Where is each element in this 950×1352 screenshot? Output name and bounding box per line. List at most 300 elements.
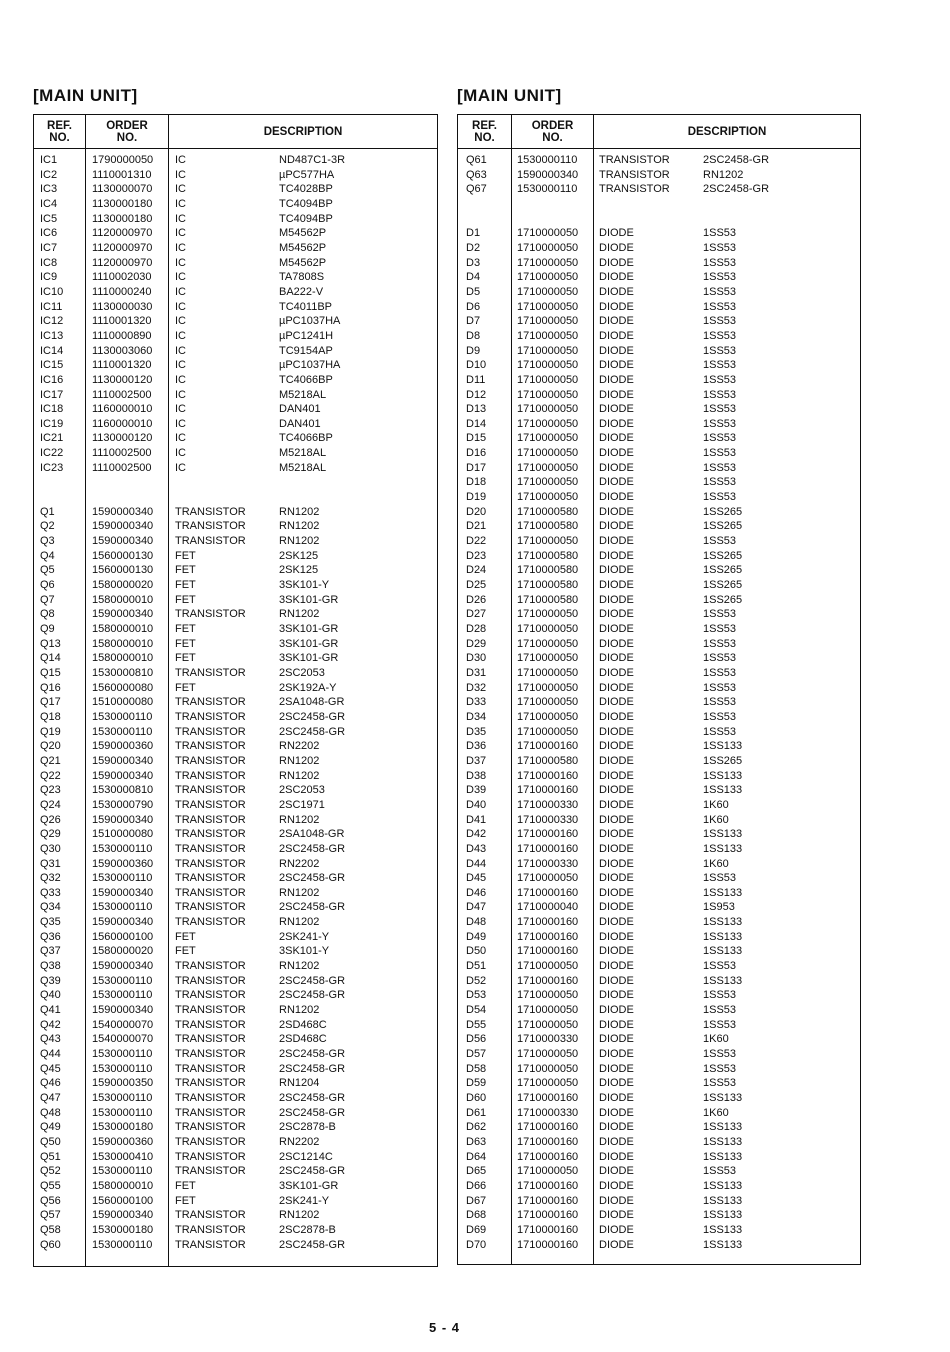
part-number-cell: 1SS53 — [703, 300, 737, 313]
part-type-cell: TRANSISTOR — [175, 710, 246, 723]
part-number-cell: 2SC2458-GR — [279, 1092, 346, 1104]
table-row — [34, 358, 437, 373]
table-row — [34, 168, 437, 183]
part-number-cell: 1SS53 — [703, 241, 737, 254]
table-row — [34, 578, 437, 593]
part-type-cell: DIODE — [599, 710, 634, 723]
part-number-cell: 1K60 — [703, 1033, 729, 1046]
table-row — [458, 915, 860, 930]
order-no-cell: 1530000110 — [92, 1165, 153, 1178]
table-row — [458, 417, 860, 432]
ref-no-cell: IC19 — [40, 417, 64, 430]
part-type-cell: DIODE — [599, 974, 634, 987]
order-no-cell: 1590000340 — [92, 886, 154, 899]
part-type-cell: TRANSISTOR — [175, 1135, 246, 1148]
part-type-cell: TRANSISTOR — [175, 1223, 246, 1236]
part-number-cell: 1SS53 — [703, 359, 737, 372]
order-no-cell: 1580000010 — [92, 637, 154, 650]
ref-no-cell: D60 — [466, 1092, 487, 1104]
order-no-cell: 1120000970 — [92, 227, 153, 240]
table-row — [458, 431, 860, 446]
order-no-cell: 1540000070 — [92, 1018, 154, 1031]
order-no-cell: 1710000050 — [517, 476, 579, 489]
table-row — [34, 270, 437, 285]
table-row — [458, 285, 860, 300]
order-no-cell: 1560000100 — [92, 930, 154, 943]
part-type-cell: IC — [175, 315, 186, 328]
table-row — [458, 813, 860, 828]
order-no-cell: 1710000050 — [517, 872, 579, 885]
part-type-cell: TRANSISTOR — [175, 1018, 246, 1031]
ref-no-cell: D25 — [466, 579, 487, 592]
order-no-cell: 1710000050 — [517, 1018, 579, 1031]
order-no-cell: 1510000080 — [92, 696, 154, 709]
ref-no-cell: Q2 — [40, 520, 55, 533]
order-no-cell: 1710000050 — [517, 652, 579, 665]
part-number-cell: 2SK241-Y — [279, 1194, 330, 1207]
order-no-cell: 1710000160 — [517, 930, 579, 943]
ref-no-cell: Q33 — [40, 886, 61, 899]
part-type-cell: TRANSISTOR — [175, 1165, 246, 1178]
ref-no-cell: Q4 — [40, 549, 55, 562]
part-type-cell: TRANSISTOR — [175, 1209, 246, 1222]
order-no-cell: 1580000020 — [92, 945, 154, 958]
part-type-cell: DIODE — [599, 725, 634, 738]
order-no-cell: 1710000050 — [517, 1165, 579, 1178]
table-row — [458, 475, 860, 490]
ref-no-cell: Q13 — [40, 637, 61, 650]
part-number-cell: 1SS133 — [703, 1135, 743, 1148]
order-no-cell: 1710000160 — [517, 886, 579, 899]
part-number-cell: 1SS53 — [703, 666, 737, 679]
ref-no-cell: D14 — [466, 417, 487, 430]
part-type-cell: IC — [175, 271, 186, 284]
ref-no-cell: D13 — [466, 403, 487, 416]
table-row — [34, 388, 437, 403]
part-type-cell: DIODE — [599, 388, 634, 401]
part-type-cell: DIODE — [599, 417, 634, 430]
part-type-cell: DIODE — [599, 1150, 634, 1163]
ref-no-cell: Q16 — [40, 681, 61, 694]
part-number-cell: 3SK101-GR — [279, 637, 339, 650]
part-type-cell: DIODE — [599, 491, 634, 504]
part-number-cell: 1SS265 — [703, 564, 743, 577]
ref-no-cell: Q49 — [40, 1121, 61, 1134]
table-row — [458, 241, 860, 256]
ref-no-cell: Q51 — [40, 1150, 61, 1163]
ref-no-cell: IC4 — [40, 197, 58, 210]
ref-no-cell: D35 — [466, 725, 487, 738]
part-number-cell: RN1202 — [279, 960, 320, 973]
part-number-cell: µPC1037HA — [279, 359, 341, 372]
ref-no-cell: Q58 — [40, 1223, 61, 1236]
part-type-cell: TRANSISTOR — [175, 725, 246, 738]
ref-no-cell: IC13 — [40, 329, 64, 342]
table-row — [458, 681, 860, 696]
ref-no-cell: D21 — [466, 520, 487, 533]
table-row — [458, 1135, 860, 1150]
part-number-cell: 1SS53 — [703, 461, 737, 474]
order-no-cell: 1130000120 — [92, 432, 153, 445]
table-row — [458, 783, 860, 798]
order-no-cell: 1580000010 — [92, 623, 154, 635]
part-number-cell: µPC577HA — [279, 168, 335, 181]
part-type-cell: IC — [175, 154, 186, 166]
table-row — [34, 212, 437, 227]
ref-no-cell: Q21 — [40, 754, 61, 767]
ref-no-cell: Q40 — [40, 989, 61, 1002]
ref-no-cell: D58 — [466, 1062, 487, 1075]
part-number-cell: 2SC2053 — [279, 784, 325, 797]
ref-no-cell: D44 — [466, 857, 487, 870]
part-number-cell: 1SS53 — [703, 637, 737, 650]
order-no-cell: 1590000340 — [92, 813, 154, 826]
order-no-cell: 1710000160 — [517, 828, 579, 841]
part-type-cell: TRANSISTOR — [175, 886, 246, 899]
table-row — [458, 505, 860, 520]
part-number-cell: RN1202 — [279, 505, 320, 518]
part-number-cell: 1SS53 — [703, 725, 737, 738]
order-no-cell: 1110002030 — [92, 271, 152, 284]
table-row — [458, 168, 860, 183]
table-row — [458, 725, 860, 740]
page-number: 5 - 4 — [429, 1320, 461, 1335]
ref-no-cell: D4 — [466, 271, 481, 284]
ref-no-cell: D5 — [466, 285, 481, 298]
order-no-cell: 1530000790 — [92, 798, 154, 811]
table-row — [458, 695, 860, 710]
part-type-cell: DIODE — [599, 403, 634, 416]
table-row — [458, 519, 860, 534]
ref-no-cell: Q24 — [40, 798, 61, 811]
order-no-cell: 1530000110 — [92, 901, 153, 914]
part-number-cell: 1SS133 — [703, 974, 743, 987]
part-number-cell: 1SS53 — [703, 329, 737, 342]
ref-no-cell: Q6 — [40, 579, 55, 592]
part-type-cell: TRANSISTOR — [175, 960, 246, 973]
table-row — [458, 1164, 860, 1179]
table-row — [458, 930, 860, 945]
ref-no-cell: Q26 — [40, 813, 61, 826]
table-row — [34, 725, 437, 740]
order-no-cell: 1590000340 — [92, 535, 154, 548]
ref-no-cell: Q56 — [40, 1194, 61, 1207]
part-number-cell: 2SC2458-GR — [279, 1165, 346, 1178]
order-no-cell: 1710000050 — [517, 989, 579, 1002]
order-no-cell: 1710000050 — [517, 1048, 579, 1061]
part-number-cell: 1SS53 — [703, 417, 737, 430]
part-type-cell: DIODE — [599, 359, 634, 372]
table-row — [458, 622, 860, 637]
ref-no-cell: D3 — [466, 256, 481, 269]
ref-no-cell: D64 — [466, 1150, 487, 1163]
part-type-cell: FET — [175, 1194, 196, 1207]
part-number-cell: TC4011BP — [279, 300, 332, 313]
part-type-cell: TRANSISTOR — [175, 769, 246, 782]
ref-no-cell: D56 — [466, 1033, 487, 1046]
part-type-cell: DIODE — [599, 608, 634, 621]
part-number-cell: 1SS53 — [703, 652, 737, 665]
part-type-cell: TRANSISTOR — [175, 1062, 246, 1075]
part-number-cell: RN1204 — [279, 1077, 320, 1090]
part-number-cell: 1SS53 — [703, 271, 737, 284]
ref-no-cell: Q50 — [40, 1135, 61, 1148]
order-no-cell: 1710000050 — [517, 241, 579, 254]
table-row — [34, 900, 437, 915]
order-no-cell: 1710000160 — [517, 1209, 579, 1222]
ref-no-cell: Q19 — [40, 725, 61, 738]
part-number-cell: 2SC2878-B — [279, 1121, 336, 1134]
part-type-cell: TRANSISTOR — [175, 857, 246, 870]
ref-no-cell: D50 — [466, 945, 487, 958]
part-type-cell: FET — [175, 652, 196, 665]
order-no-cell: 1710000050 — [517, 285, 579, 298]
ref-no-cell: D65 — [466, 1165, 487, 1178]
part-number-cell: 1SS53 — [703, 432, 737, 445]
ref-no-cell: D2 — [466, 241, 481, 254]
part-number-cell: 1SS133 — [703, 945, 743, 958]
table-row — [458, 754, 860, 769]
table-row — [34, 505, 437, 520]
table-row — [458, 256, 860, 271]
part-type-cell: DIODE — [599, 916, 634, 929]
part-number-cell: 1SS133 — [703, 1150, 743, 1163]
ref-no-cell: D12 — [466, 388, 487, 401]
part-type-cell: IC — [175, 285, 186, 298]
ref-no-cell: D48 — [466, 916, 487, 929]
table-row — [34, 813, 437, 828]
ref-no-cell: D30 — [466, 652, 487, 665]
table-row — [458, 1076, 860, 1091]
ref-no-cell: IC22 — [40, 447, 64, 460]
ref-no-cell: D36 — [466, 740, 487, 753]
table-row — [34, 1208, 437, 1223]
part-number-cell: 1K60 — [703, 813, 729, 826]
order-no-cell: 1580000010 — [92, 652, 154, 665]
part-type-cell: TRANSISTOR — [175, 842, 246, 855]
part-type-cell: TRANSISTOR — [175, 520, 246, 533]
ref-no-cell: D31 — [466, 666, 487, 679]
part-type-cell: TRANSISTOR — [175, 696, 246, 709]
table-row — [458, 197, 860, 212]
part-number-cell: 1SS53 — [703, 608, 737, 621]
order-no-cell: 1110002500 — [92, 461, 152, 474]
part-number-cell: RN1202 — [279, 754, 320, 767]
order-no-cell: 1590000360 — [92, 857, 154, 870]
table-row — [458, 1047, 860, 1062]
part-type-cell: TRANSISTOR — [175, 872, 246, 885]
order-no-cell: 1710000050 — [517, 432, 579, 445]
part-number-cell: 2SC2458-GR — [279, 725, 346, 738]
part-type-cell: DIODE — [599, 754, 634, 767]
part-number-cell: M54562P — [279, 227, 327, 240]
order-no-cell: 1710000580 — [517, 564, 579, 577]
table-row — [34, 666, 437, 681]
order-no-cell: 1710000050 — [517, 491, 579, 504]
part-type-cell: DIODE — [599, 505, 634, 518]
part-type-cell: TRANSISTOR — [175, 1033, 246, 1046]
ref-no-cell: Q22 — [40, 769, 61, 782]
order-no-cell: 1710000050 — [517, 666, 579, 679]
table-row — [458, 710, 860, 725]
part-type-cell: TRANSISTOR — [599, 154, 670, 166]
table-row — [34, 988, 437, 1003]
ref-no-cell: Q15 — [40, 666, 61, 679]
part-type-cell: TRANSISTOR — [175, 535, 246, 548]
ref-no-cell: Q57 — [40, 1209, 61, 1222]
ref-no-cell: Q18 — [40, 710, 61, 723]
part-type-cell: DIODE — [599, 1223, 634, 1236]
part-number-cell: 1SS53 — [703, 388, 737, 401]
ref-no-cell: IC5 — [40, 212, 58, 225]
ref-no-cell: Q1 — [40, 505, 55, 518]
part-number-cell: M5218AL — [279, 461, 327, 474]
order-no-cell: 1130000180 — [92, 197, 153, 210]
part-number-cell: 1SS133 — [703, 828, 743, 841]
table-row — [34, 344, 437, 359]
ref-no-cell: D24 — [466, 564, 487, 577]
part-type-cell: DIODE — [599, 623, 634, 635]
ref-no-cell: Q37 — [40, 945, 61, 958]
order-no-cell: 1530000110 — [92, 1092, 153, 1104]
ref-no-cell: D39 — [466, 784, 487, 797]
header-ref-line2: NO. — [474, 131, 495, 144]
part-number-cell: 1SS133 — [703, 842, 743, 855]
table-row — [458, 842, 860, 857]
part-type-cell: FET — [175, 564, 196, 577]
part-type-cell: TRANSISTOR — [175, 1077, 246, 1090]
order-no-cell: 1710000580 — [517, 579, 579, 592]
part-number-cell: 3SK101-GR — [279, 593, 339, 606]
part-number-cell: 1SS133 — [703, 1179, 743, 1192]
part-type-cell: DIODE — [599, 271, 634, 284]
part-number-cell: 2SA1048-GR — [279, 696, 345, 709]
ref-no-cell: D52 — [466, 974, 487, 987]
part-number-cell: RN1202 — [279, 520, 320, 533]
table-row — [34, 461, 437, 476]
ref-no-cell: Q20 — [40, 740, 61, 753]
part-number-cell: 1SS265 — [703, 579, 743, 592]
ref-no-cell: IC18 — [40, 403, 64, 416]
order-no-cell: 1710000040 — [517, 901, 579, 914]
table-row — [34, 886, 437, 901]
part-number-cell: 1K60 — [703, 857, 729, 870]
table-row — [458, 329, 860, 344]
part-type-cell: TRANSISTOR — [175, 1092, 246, 1104]
ref-no-cell: D7 — [466, 315, 481, 328]
part-number-cell: 1SS133 — [703, 1092, 743, 1104]
part-number-cell: 1SS53 — [703, 989, 737, 1002]
part-type-cell: IC — [175, 373, 186, 386]
part-type-cell: FET — [175, 1179, 196, 1192]
order-no-cell: 1110001320 — [92, 315, 152, 328]
order-no-cell: 1110002500 — [92, 388, 152, 401]
part-type-cell: FET — [175, 549, 196, 562]
part-type-cell: DIODE — [599, 549, 634, 562]
order-no-cell: 1130003060 — [92, 344, 153, 357]
ref-no-cell: D20 — [466, 505, 487, 518]
part-number-cell: 1SS53 — [703, 1077, 737, 1090]
ref-no-cell: Q35 — [40, 916, 61, 929]
order-no-cell: 1710000160 — [517, 1223, 579, 1236]
table-row — [458, 798, 860, 813]
part-number-cell: 2SD468C — [279, 1033, 327, 1046]
ref-no-cell: Q32 — [40, 872, 61, 885]
ref-no-cell: D18 — [466, 476, 487, 489]
ref-no-cell: IC14 — [40, 344, 64, 357]
ref-no-cell: D62 — [466, 1121, 487, 1134]
order-no-cell: 1710000160 — [517, 916, 579, 929]
part-number-cell: TC4028BP — [279, 183, 333, 196]
table-row — [34, 1135, 437, 1150]
part-number-cell: 1SS53 — [703, 447, 737, 460]
table-row — [34, 1003, 437, 1018]
part-number-cell: M5218AL — [279, 388, 327, 401]
ref-no-cell: D33 — [466, 696, 487, 709]
table-row — [458, 739, 860, 754]
part-number-cell: 1SS133 — [703, 1238, 743, 1251]
order-no-cell: 1710000050 — [517, 710, 579, 723]
part-number-cell: DAN401 — [279, 403, 321, 416]
table-row — [458, 153, 860, 168]
table-row — [458, 1032, 860, 1047]
order-no-cell: 1530000110 — [517, 183, 578, 196]
part-type-cell: FET — [175, 593, 196, 606]
part-number-cell: RN1202 — [279, 886, 320, 899]
part-type-cell: TRANSISTOR — [175, 828, 246, 841]
ref-no-cell: IC9 — [40, 271, 58, 284]
part-type-cell: TRANSISTOR — [175, 901, 246, 914]
table-row — [458, 944, 860, 959]
part-number-cell: RN2202 — [279, 740, 320, 753]
ref-no-cell: Q43 — [40, 1033, 61, 1046]
left-parts-table — [33, 114, 438, 1267]
part-type-cell: DIODE — [599, 1092, 634, 1104]
part-type-cell: DIODE — [599, 1209, 634, 1222]
part-type-cell: TRANSISTOR — [175, 1048, 246, 1061]
order-no-cell: 1710000050 — [517, 256, 579, 269]
part-number-cell: 1SS133 — [703, 886, 743, 899]
part-number-cell: 2SK192A-Y — [279, 681, 337, 694]
part-number-cell: 1SS53 — [703, 344, 737, 357]
part-type-cell: TRANSISTOR — [175, 1121, 246, 1134]
order-no-cell: 1590000360 — [92, 740, 154, 753]
order-no-cell: 1590000340 — [92, 769, 154, 782]
table-row — [34, 1018, 437, 1033]
order-no-cell: 1530000410 — [92, 1150, 154, 1163]
order-no-cell: 1710000330 — [517, 1033, 579, 1046]
part-type-cell: DIODE — [599, 241, 634, 254]
order-no-cell: 1530000810 — [92, 666, 154, 679]
ref-no-cell: D59 — [466, 1077, 487, 1090]
part-number-cell: 1SS53 — [703, 476, 737, 489]
part-type-cell: TRANSISTOR — [175, 798, 246, 811]
table-row — [458, 988, 860, 1003]
part-number-cell: 1SS53 — [703, 872, 737, 885]
part-number-cell: 1SS53 — [703, 623, 737, 635]
part-type-cell: DIODE — [599, 872, 634, 885]
part-number-cell: 1SS53 — [703, 535, 737, 548]
table-row — [34, 490, 437, 505]
part-type-cell: IC — [175, 403, 186, 416]
table-row — [458, 358, 860, 373]
part-type-cell: IC — [175, 227, 186, 240]
table-row — [458, 607, 860, 622]
table-row — [34, 1223, 437, 1238]
ref-no-header — [458, 115, 511, 148]
part-number-cell: 1SS133 — [703, 1209, 743, 1222]
part-number-cell: RN1202 — [279, 813, 320, 826]
